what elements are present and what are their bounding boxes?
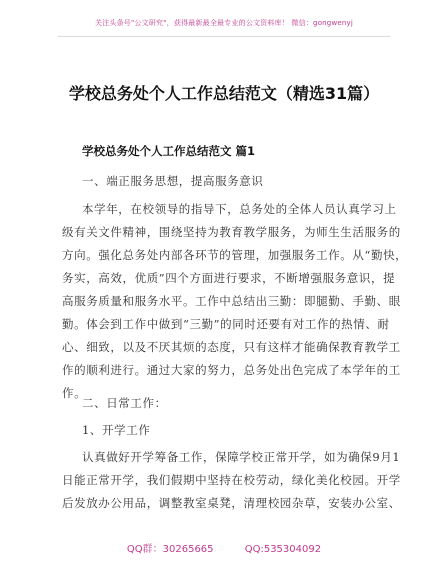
header-banner: 关注头条号"公文研究"，获得最新最全最专业的公文资料库！ 微信：gongwenyj [94, 19, 354, 27]
paragraph-line: 认真做好开学筹备工作，保障学校正常开学，如为确保9月1 [82, 450, 401, 464]
section-title: 学校总务处个人工作总结范文 篇1 [82, 144, 256, 158]
paragraph-line: 作。 [62, 386, 87, 400]
paragraph-line: 高服务质量和服务水平。工作中总结出三勤：即腿勤、手勤、眼 [62, 294, 401, 308]
subheading-line: 1、开学工作 [82, 423, 151, 437]
paragraph-line: 后发放办公用品，调整教室桌凳，清理校园杂草，安装办公室、 [62, 496, 401, 510]
paragraph-line: 日能正常开学，我们假期中坚持在校劳动，绿化美化校园。开学 [62, 473, 401, 487]
paragraph-line: 心、细致，以及不厌其烦的态度，只有这样才能确保教育教学工 [62, 340, 401, 354]
header-divider [58, 36, 390, 37]
footer-qq-group: QQ群：30265665 [126, 544, 214, 555]
paragraph-line: 本学年，在校领导的指导下，总务处的全体人员认真学习上 [82, 202, 397, 216]
paragraph-line: 勤。体会到工作中做到“三勤”的同时还要有对工作的热情、耐 [62, 317, 390, 331]
heading-line-1: 一、端正服务思想，提高服务意识 [82, 174, 264, 188]
paragraph-line: 级有关文件精神，围绕坚持为教育教学服务，为师生生活服务的 [62, 225, 401, 239]
heading-line-2: 二、日常工作： [82, 396, 167, 410]
paragraph-line: 方向。强化总务处内部各环节的管理，加强服务工作。从“勤快， [62, 248, 408, 262]
paragraph-line: 务实，高效，优质”四个方面进行要求，不断增强服务意识，提 [62, 271, 396, 285]
footer [0, 540, 448, 555]
document-title: 学校总务处个人工作总结范文（精选31篇） [68, 84, 380, 103]
footer-qq: QQ:535304092 [244, 544, 322, 555]
paragraph-line: 作的顺利进行。通过大家的努力，总务处出色完成了本学年的工 [62, 363, 401, 377]
